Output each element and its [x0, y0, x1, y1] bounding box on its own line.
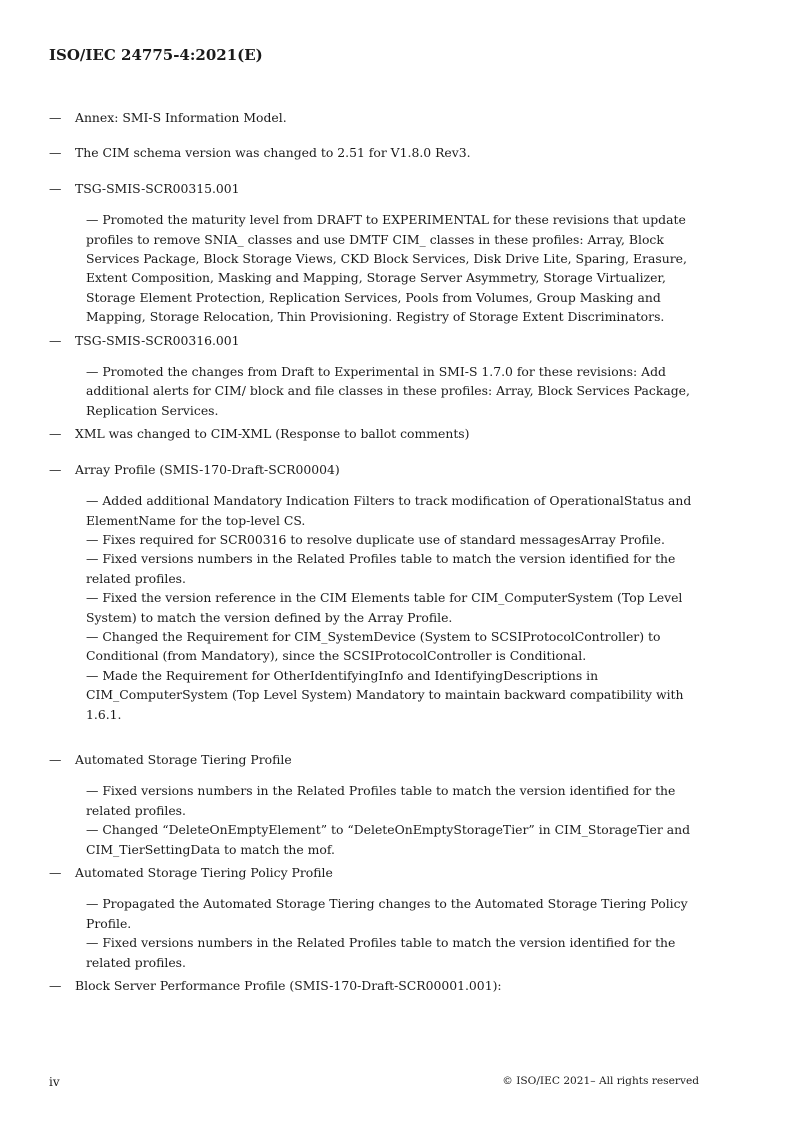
sub-paragraph: — Added additional Mandatory Indication Filters to track modification of OperationalStatus and ElementName for the top-level CS. — Fixes required for SCR00316 to resolve duplicate use of standard messagesArray Profile. — Fixed versions numbers in the Related Profiles table to match the version identified for the related profiles. — Fixed the version reference in the CIM Elements table for CIM_ComputerSystem (Top Level System) to match the version defined by the Array Profile. — Changed the Requirement for CIM_SystemDevice (System to SCSIProtocolController) to Conditional (from Mandatory), since the SCSIProtocolController is Conditional. — Made the Requirement for OtherIdentifyingInfo and IdentifyingDescriptions in CIM_ComputerSystem (Top Level System) Mandatory to maintain backward compatibility with 1.6.1. — [86, 493, 692, 722]
document-header: ISO/IEC 24775-4:2021(E) — [49, 46, 263, 64]
dash-marker: — — [49, 751, 62, 767]
dash-marker: — — [49, 461, 62, 477]
list-item: — TSG-SMIS-SCR00316.001 — [49, 331, 699, 350]
list-item: — Automated Storage Tiering Profile — [49, 750, 699, 769]
list-item: — XML was changed to CIM-XML (Response to ballot comments) — [49, 424, 699, 443]
sub-paragraph: — Propagated the Automated Storage Tiering changes to the Automated Storage Tiering Policy Profile. — Fixed versions numbers in the Related Profiles table to match the version identified for the related profiles. — [86, 896, 688, 970]
sub-paragraph: — Promoted the changes from Draft to Experimental in SMI-S 1.7.0 for these revisions: Add additional alerts for CIM/ block and file classes in these profiles: Array, Block Services Package, Replication Services. — [86, 364, 690, 418]
copyright-notice: © ISO/IEC 2021– All rights reserved — [502, 1075, 699, 1087]
list-item: — The CIM schema version was changed to 2.51 for V1.8.0 Rev3. — [49, 143, 699, 162]
list-item: — Annex: SMI-S Information Model. — [49, 108, 699, 127]
dash-marker: — — [49, 865, 62, 880]
dash-marker: — — [49, 978, 62, 994]
dash-marker: — — [49, 145, 62, 161]
list-item: — Block Server Performance Profile (SMIS-170-Draft-SCR00001.001): — [49, 976, 699, 995]
page-number: iv — [49, 1075, 60, 1089]
dash-marker: — — [49, 332, 62, 348]
sub-paragraph: — Fixed versions numbers in the Related Profiles table to match the version identified for the related profiles. — Changed “DeleteOnEmptyElement” to “DeleteOnEmptyStorageTier” in CIM_StorageTier and CIM_TierSettingData to match the mof. — [86, 783, 691, 857]
list-item: — Automated Storage Tiering Policy Profile — [49, 863, 699, 882]
dash-marker: — — [49, 180, 62, 196]
change-list — [49, 108, 699, 1011]
dash-marker: — — [49, 426, 62, 442]
list-item: — Array Profile (SMIS-170-Draft-SCR00004) — [49, 460, 699, 479]
page-footer — [49, 1075, 699, 1089]
dash-marker: — — [49, 110, 62, 125]
sub-paragraph: — Promoted the maturity level from DRAFT to EXPERIMENTAL for these revisions that update profiles to remove SNIA_ classes and use DMTF CIM_ classes in these profiles: Array, Block Services Package, Block Storage Views, CKD Block Services, Disk Drive Lite, Sparing, Erasure, Extent Composition, Masking and Mapping, Storage Server Asymmetry, Storage Virtualizer, Storage Element Protection, Replication Services, Pools from Volumes, Group Masking and Mapping, Storage Relocation, Thin Provisioning. Registry of Storage Extent Discriminators. — [86, 212, 687, 325]
list-item: — TSG-SMIS-SCR00315.001 — [49, 179, 699, 198]
